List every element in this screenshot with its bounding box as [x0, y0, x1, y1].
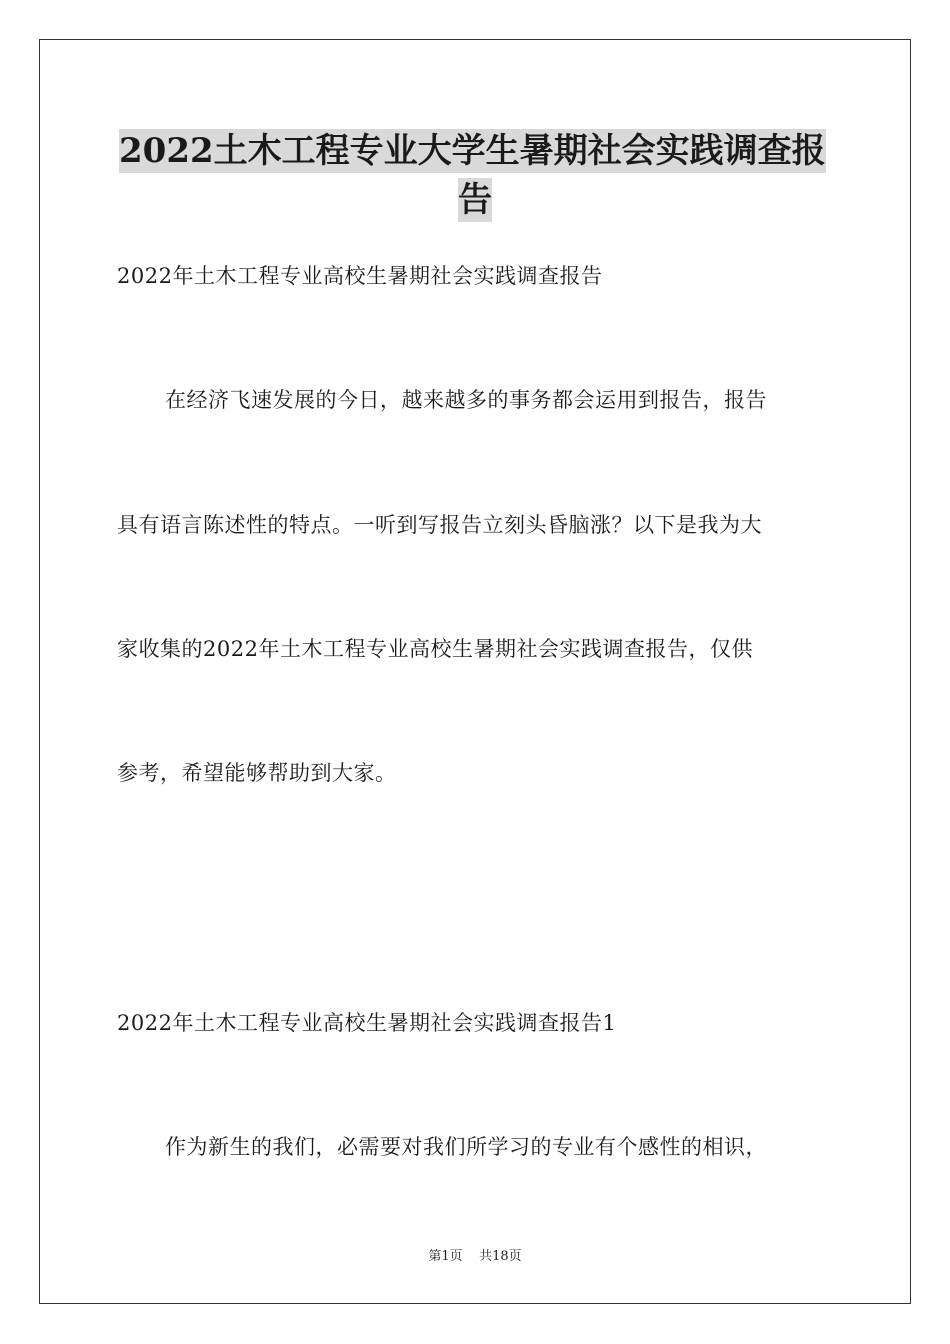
- page-footer: [0, 1248, 950, 1266]
- section-heading-1: 2022年土木工程专业高校生暑期社会实践调查报告1: [117, 1011, 617, 1035]
- paragraph-line-4: 参考，希望能够帮助到大家。: [117, 761, 397, 785]
- paragraph-line-1: 在经济飞速发展的今日，越来越多的事务都会运用到报告，报告: [165, 388, 767, 412]
- subtitle-line: 2022年土木工程专业高校生暑期社会实践调查报告: [117, 264, 603, 288]
- page-number: 第1页: [428, 1249, 463, 1264]
- paragraph-line-3: 家收集的2022年土木工程专业高校生暑期社会实践调查报告，仅供: [117, 637, 753, 661]
- document-title-line-1: 2022土木工程专业大学生暑期社会实践调查报: [119, 131, 826, 171]
- paragraph-line-5: 作为新生的我们，必需要对我们所学习的专业有个感性的相识，: [165, 1135, 767, 1159]
- page-total: 共18页: [479, 1249, 522, 1264]
- paragraph-line-2: 具有语言陈述性的特点。一听到写报告立刻头昏脑涨？以下是我为大: [117, 513, 762, 537]
- page-border: [39, 39, 911, 1304]
- document-title-line-2: 告: [458, 180, 492, 220]
